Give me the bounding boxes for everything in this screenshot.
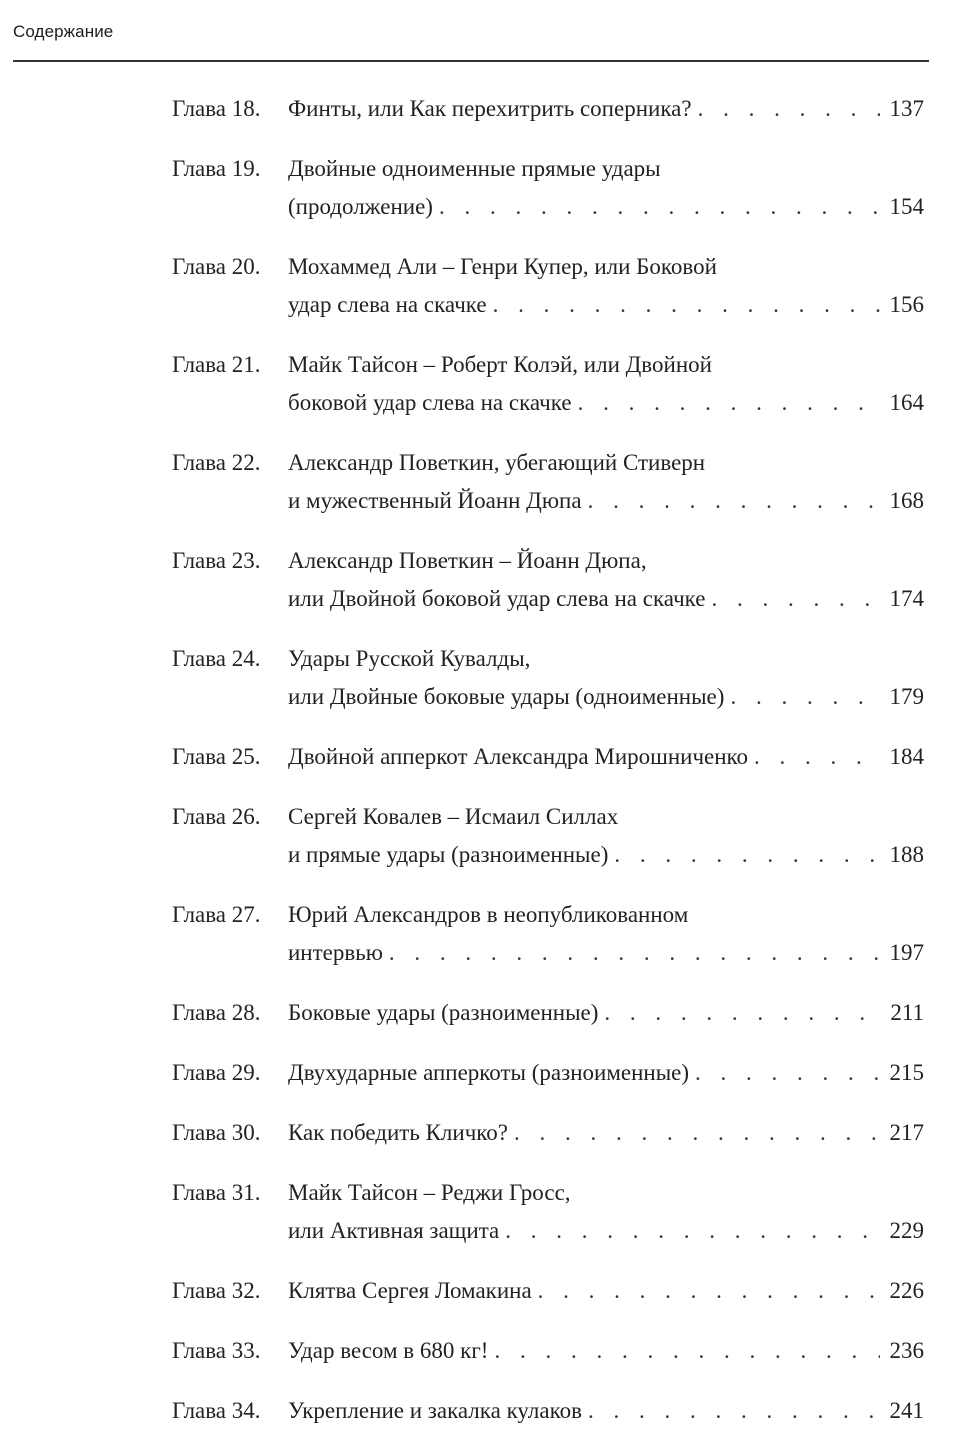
toc-title-line: Майк Тайсон – Роберт Колэй, или Двойной: [288, 352, 712, 377]
toc-chapter-label: Глава 20.: [172, 254, 261, 279]
toc-title-line: Сергей Ковалев – Исмаил Силлах: [288, 804, 619, 829]
toc-row: [172, 1272, 924, 1310]
toc-chapter-label: Глава 30.: [172, 1120, 261, 1145]
toc-title-line: Двухударные апперкоты (разноименные): [288, 1060, 690, 1085]
toc-page-number: 168: [889, 488, 924, 513]
toc-chapter-label: Глава 29.: [172, 1060, 261, 1085]
toc-chapter-label: Глава 33.: [172, 1338, 261, 1363]
toc-chapter-label: Глава 23.: [172, 548, 261, 573]
toc-title-line: и мужественный Йоанн Дюпа: [288, 488, 582, 513]
toc-title-line: и прямые удары (разноименные): [288, 842, 609, 867]
toc-title-last-line: [288, 384, 924, 422]
toc-title: [288, 1114, 924, 1152]
header-rule: [13, 60, 929, 62]
toc-title-last-line: [288, 482, 924, 520]
toc-title: [288, 248, 924, 324]
dot-leader: [383, 934, 880, 972]
dot-leader: [582, 1392, 880, 1430]
toc-title: [288, 1174, 924, 1250]
dot-leader: [499, 1212, 879, 1250]
toc-row: [172, 994, 924, 1032]
dot-leader: [433, 188, 880, 226]
dot-leader: [508, 1114, 880, 1152]
toc-chapter-label: Глава 21.: [172, 352, 261, 377]
toc-row: [172, 798, 924, 874]
toc-chapter-label: Глава 24.: [172, 646, 261, 671]
toc-title-last-line: [288, 1054, 924, 1092]
toc-row: [172, 90, 924, 128]
toc-title-last-line: [288, 286, 924, 324]
toc-title-last-line: [288, 678, 924, 716]
toc-title: [288, 1392, 924, 1430]
toc-title-line: Мохаммед Али – Генри Купер, или Боковой: [288, 254, 717, 279]
toc-title: [288, 1272, 924, 1310]
toc-page-number: 215: [889, 1060, 924, 1085]
toc-row: [172, 1392, 924, 1430]
toc-title-line: Клятва Сергея Ломакина: [288, 1278, 532, 1303]
toc-title-line: или Активная защита: [288, 1218, 500, 1243]
toc-row: [172, 542, 924, 618]
toc-title-last-line: [288, 1212, 924, 1250]
toc-title: [288, 542, 924, 618]
toc-title: [288, 150, 924, 226]
toc-title: [288, 896, 924, 972]
toc-page-number: 211: [890, 1000, 924, 1025]
toc-chapter-label: Глава 19.: [172, 156, 261, 181]
toc-page-number: 156: [889, 292, 924, 317]
toc-page-number: 229: [889, 1218, 924, 1243]
toc-title-line: Майк Тайсон – Реджи Гросс,: [288, 1180, 571, 1205]
toc-row: [172, 248, 924, 324]
dot-leader: [487, 286, 880, 324]
toc-title-line: (продолжение): [288, 194, 433, 219]
toc-title: [288, 90, 924, 128]
toc-title: [288, 738, 924, 776]
toc-page-number: 179: [889, 684, 924, 709]
toc-title-line: интервью: [288, 940, 383, 965]
toc-page-number: 241: [889, 1398, 924, 1423]
toc-title-line: Александр Поветкин – Йоанн Дюпа,: [288, 548, 647, 573]
toc-title-last-line: [288, 1114, 924, 1152]
dot-leader: [532, 1272, 880, 1310]
toc-row: [172, 1174, 924, 1250]
toc-title-line: Укрепление и закалка кулаков: [288, 1398, 582, 1423]
toc-page-number: 184: [889, 744, 924, 769]
toc-title-last-line: [288, 580, 924, 618]
toc-title-line: или Двойной боковой удар слева на скачке: [288, 586, 706, 611]
toc-row: [172, 896, 924, 972]
toc-title-last-line: [288, 934, 924, 972]
dot-leader: [582, 482, 880, 520]
toc-row: [172, 150, 924, 226]
toc-chapter-label: Глава 18.: [172, 96, 261, 121]
toc-chapter-label: Глава 32.: [172, 1278, 261, 1303]
toc-title-last-line: [288, 1392, 924, 1430]
toc-title: [288, 444, 924, 520]
toc-chapter-label: Глава 31.: [172, 1180, 261, 1205]
toc-title-line: Как победить Кличко?: [288, 1120, 508, 1145]
dot-leader: [689, 1054, 879, 1092]
toc-row: [172, 1114, 924, 1152]
dot-leader: [488, 1332, 879, 1370]
toc-title-last-line: [288, 836, 924, 874]
toc-chapter-label: Глава 26.: [172, 804, 261, 829]
toc-title-line: Двойные одноименные прямые удары: [288, 156, 661, 181]
toc-title: [288, 1054, 924, 1092]
dot-leader: [748, 738, 879, 776]
toc-chapter-label: Глава 25.: [172, 744, 261, 769]
toc-title: [288, 798, 924, 874]
toc-title-last-line: [288, 994, 924, 1032]
toc-row: [172, 640, 924, 716]
toc-chapter-label: Глава 28.: [172, 1000, 261, 1025]
toc-chapter-label: Глава 27.: [172, 902, 261, 927]
toc-title-line: боковой удар слева на скачке: [288, 390, 572, 415]
toc-title-last-line: [288, 738, 924, 776]
page-header: Содержание: [13, 22, 114, 41]
toc-row: [172, 444, 924, 520]
toc-chapter-label: Глава 34.: [172, 1398, 261, 1423]
toc-title-line: Удар весом в 680 кг!: [288, 1338, 489, 1363]
toc-title-last-line: [288, 188, 924, 226]
toc-chapter-label: Глава 22.: [172, 450, 261, 475]
toc-row: [172, 1054, 924, 1092]
toc-page-number: 197: [889, 940, 924, 965]
toc-title-line: или Двойные боковые удары (одноименные): [288, 684, 725, 709]
toc-row: [172, 1332, 924, 1370]
dot-leader: [598, 994, 880, 1032]
toc-page-number: 174: [889, 586, 924, 611]
toc-title: [288, 346, 924, 422]
toc-title-last-line: [288, 1332, 924, 1370]
toc-title-line: удар слева на скачке: [288, 292, 487, 317]
toc-page-number: 164: [889, 390, 924, 415]
toc-row: [172, 738, 924, 776]
toc-title-line: Александр Поветкин, убегающий Стиверн: [288, 450, 706, 475]
toc-title-line: Боковые удары (разноименные): [288, 1000, 599, 1025]
table-of-contents: [0, 90, 961, 1430]
toc-row: [172, 346, 924, 422]
toc-page-number: 188: [889, 842, 924, 867]
toc-page-number: 236: [889, 1338, 924, 1363]
toc-title-line: Финты, или Как перехитрить соперника?: [288, 96, 692, 121]
toc-title: [288, 640, 924, 716]
dot-leader: [608, 836, 879, 874]
toc-title: [288, 1332, 924, 1370]
toc-page-number: 154: [889, 194, 924, 219]
toc-title-line: Юрий Александров в неопубликованном: [288, 902, 689, 927]
toc-page-number: 226: [889, 1278, 924, 1303]
toc-title-last-line: [288, 90, 924, 128]
toc-title: [288, 994, 924, 1032]
dot-leader: [724, 678, 879, 716]
toc-title-last-line: [288, 1272, 924, 1310]
toc-title-line: Двойной апперкот Александра Мирошниченко: [288, 744, 749, 769]
dot-leader: [692, 90, 880, 128]
toc-page-number: 217: [889, 1120, 924, 1145]
dot-leader: [572, 384, 880, 422]
toc-page-number: 137: [889, 96, 924, 121]
toc-title-line: Удары Русской Кувалды,: [288, 646, 531, 671]
dot-leader: [705, 580, 879, 618]
